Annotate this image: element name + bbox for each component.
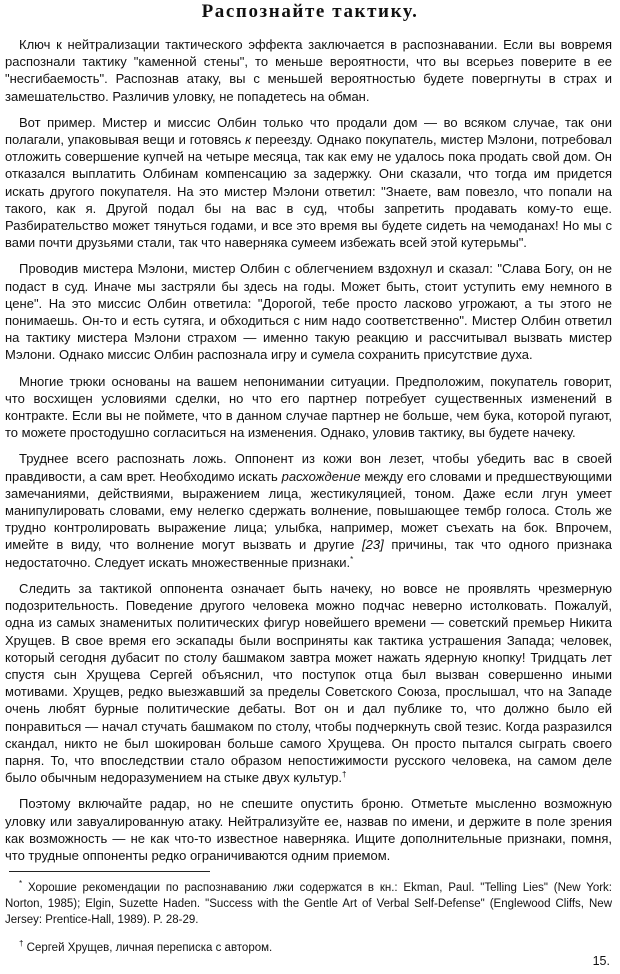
paragraph-2-emphasis: к [245, 132, 252, 148]
paragraph-6-text: Следить за тактикой оппонента означает быть начеку, но вовсе не проявлять чрезмерную подозрительность. Поведение другого человека можно подчас неверно истолковать. Пожалуй, одна из самых знаменитых политических фигур новейшего времени — советский премьер Никита Хрущев. В свое время его эскапады были восприняты как тактика устрашения Запада; человек, который сегодня дубасит по столу башмаком завтра может нажать ядерную кнопку! Тридцать лет спустя сын Хрущева Сергей объяснил, что поступок отца был вызван совершенно иными мотивами. Хрущев, редко выезжавший за пределы Советского Союза, прослышал, что на Западе очень любят бурные политические дебаты. Вот он и дал публике то, что должно было ей понравиться — начал стучать башмаком по столу, чтобы подчеркнуть свой тезис. Когда разразился скандал, никто не был шокирован больше самого Хрущева. Он просто пытался сыграть своего парня. То, что впоследствии стало образом непостижимости русского человека, на самом деле было обычным недоразумением на стыке двух культур. [5, 580, 612, 786]
footnote-2-text: Сергей Хрущев, личная переписка с автором. [23, 942, 273, 954]
footnote-1 [5, 880, 612, 928]
paragraph-7: Поэтому включайте радар, но не спешите опустить броню. Отметьте мысленно возможную уловку или завуалированную атаку. Нейтрализуйте ее, назвав по имени, и держите в поле зрения как возможность — не как что-то известное наверняка. Ищите дополнительные признаки, помня, что трудные оппоненты редко ограничиваются одним приемом. [5, 796, 612, 863]
footnote-divider [9, 871, 210, 872]
paragraph-5 [5, 450, 612, 570]
footnote-2 [5, 940, 612, 956]
paragraph-5-text-b: между его словами и предшествующими замечаниями, действиями, выражением лица, жестикуляцией, тоном. Даже если лгун умеет манипулировать словами, ему нелегко сдержать волнение, повышающее тембр голоса. Столь же трудно контролировать выражение лица; улыбка, например, может съехать на бок. Впрочем, имейте в виду, что волнение могут вызвать и другие [5, 468, 612, 553]
paragraph-2-text-b: переезду. Однако покупатель, мистер Мэлони, потребовал отложить совершение купчей на четыре месяца, так как ему не удалось пока продать свой дом. Он отказался выплатить Олбинам компенсацию за задержку. Они сказали, что тогда им придется искать другого покупателя. На это мистер Мэлони ответил: "Знаете, вам повезло, что попали на такого, как я. Другой подал бы на вас в суд, чтобы запретить продавать кому-то еще. Разбирательство может тянуться годами, и все это время вы будете сидеть на чемоданах! Но мы с вами почти друзьями стали, так что наверняка сумеем избежать всей этой кутерьмы". [5, 132, 612, 251]
reference-link-23[interactable]: [23] [362, 537, 384, 553]
paragraph-5-text-a: Труднее всего распознать ложь. Оппонент из кожи вон лезет, чтобы убедить вас в своей правдивости, а сам врет. Необходимо искать [5, 451, 612, 484]
paragraph-5-text-c: причины, так что одного признака недостаточно. Следует искать множественные признаки. [5, 537, 613, 570]
paragraph-1: Ключ к нейтрализации тактического эффекта заключается в распознавании. Если вы вовремя распознали тактику "каменной стены", то меньше вероятности, что вы всерьез поверите в ее "несгибаемость". Распознав атаку, вы с меньшей вероятностью будете повергнуты в страх и замешательство. Различив уловку, не попадетесь на обман. [5, 37, 612, 104]
section-title: Распознайте тактику. [201, 1, 419, 22]
paragraph-2 [5, 114, 612, 252]
footnote-1-text: Хорошие рекомендации по распознаванию лжи содержатся в кн.: Ekman, Paul. "Telling Lies" (New York: Norton, 1985); Elgin, Suzette Haden. "Success with the Gentle Art of Verbal Self-Defense" (Englewood Cliffs, New Jersey: Prentice-Hall, 1989). P. 28-29. [5, 882, 612, 926]
paragraph-6 [5, 580, 612, 786]
footnote-ref-dagger: † [342, 770, 347, 780]
paragraph-3: Проводив мистера Мэлони, мистер Олбин с облегчением вздохнул и сказал: "Слава Богу, он не подаст в суд. Иначе мы застряли бы здесь на годы. Может быть, стоит уступить ему немного в цене". На это миссис Олбин ответила: "Дорогой, тебе просто ласково угрожают, а ты этого не понимаешь. Он-то и есть сутяга, и обходиться с ним надо соответственно". Мистер Олбин ответил на тактику мистера Мэлони страхом — именно такую реакцию и рассчитывал вызвать мистер Мэлони. Однако миссис Олбин распознала игру и сумела сохранить присутствие духа. [5, 261, 612, 363]
footnote-ref-asterisk: * [350, 554, 354, 564]
paragraph-2-text-a: Вот пример. Мистер и миссис Олбин только что продали дом — во всяком случае, так они полагали, упаковывая вещи и готовясь [5, 114, 612, 148]
footnotes [5, 880, 612, 968]
paragraph-5-emphasis: расхождение [281, 468, 361, 484]
footnote-1-mark: * [19, 879, 23, 888]
footnote-2-mark: † [19, 939, 24, 948]
paragraph-4: Многие трюки основаны на вашем непонимании ситуации. Предположим, покупатель говорит, что восхищен условиями сделки, но что его партнер потребует существенных изменений в контракте. Если вы не поймете, что в данном случае партнер не больше, чем бука, которой пугают, то можете простодушно согласиться на изменения. Однако, уловив тактику, вы будете начеку. [5, 373, 612, 441]
body-text [5, 36, 612, 873]
page-number: 15. [592, 954, 610, 968]
